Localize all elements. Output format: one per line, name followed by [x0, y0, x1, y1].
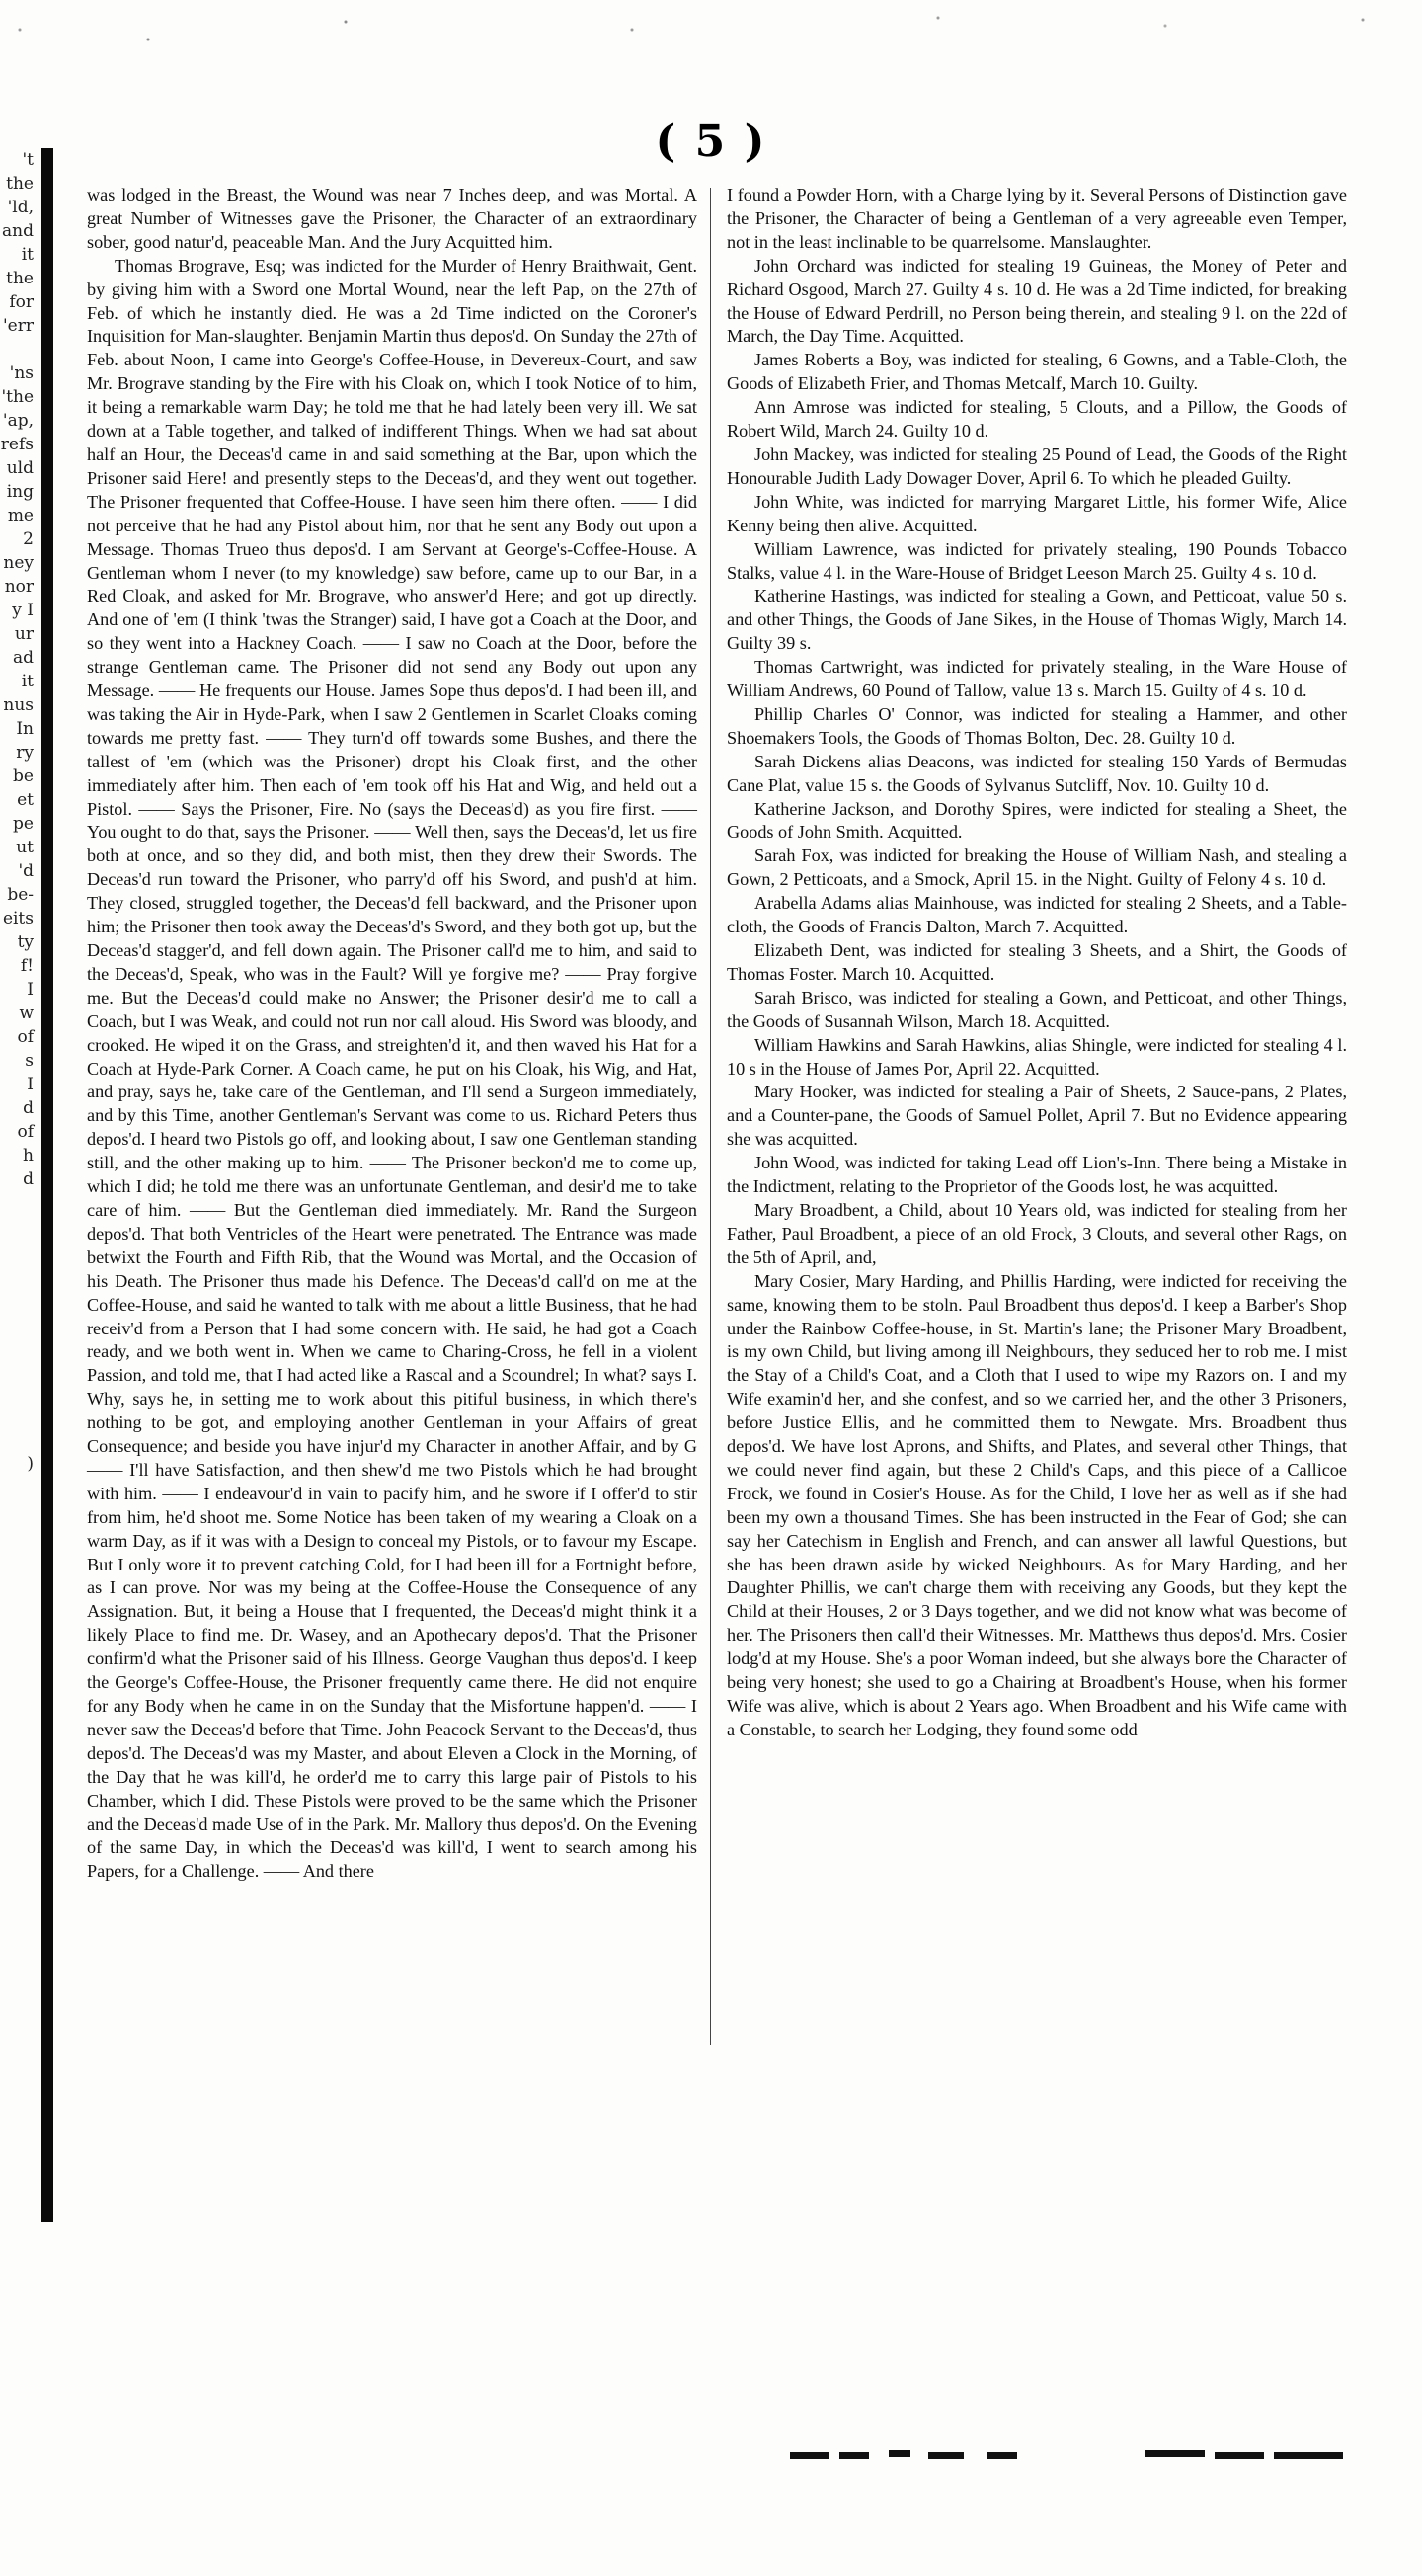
- margin-fragment: ): [27, 1454, 34, 1474]
- ink-mark: [790, 2452, 830, 2459]
- margin-fragment: 'ld,: [7, 198, 34, 217]
- margin-fragment: [0, 1405, 34, 1428]
- margin-fragment: of: [17, 1027, 34, 1047]
- margin-fragment: ney: [3, 553, 34, 573]
- ink-mark: [988, 2452, 1017, 2459]
- margin-fragment: et: [17, 790, 34, 810]
- case-entry: Katherine Hastings, was indicted for stealing a Gown, and Petticoat, value 50 s. and other Things, the Goods of Jane Sikes, in the House of Thomas Wigly, March 14. Guilty 39 s.: [727, 586, 1347, 654]
- case-entry: Mary Broadbent, a Child, about 10 Years old, was indicted for stealing from her Father, Paul Broadbent, a piece of an old Frock, 3 Clouts, and several other Rags, on the 5th of April, and,: [727, 1199, 1347, 1267]
- margin-fragment: be-: [7, 885, 34, 905]
- margin-fragment: ad: [12, 648, 34, 668]
- margin-fragment: nor: [4, 577, 34, 597]
- margin-fragment: me: [7, 506, 34, 525]
- margin-fragment: w: [19, 1004, 34, 1023]
- case-entry: Mary Cosier, Mary Harding, and Phillis Harding, were indicted for receiving the same, knowing them to be stoln. Paul Broadbent thus depos'd. I keep a Barber's Shop under the Rainbow Coffee-house, in St. Martin's lane; the Prisoner Mary Broadbent, is my own Child, but living among ill Neighbours, they seduced her to rob me. I mist the Stay of a Child's Coat, and a Cloth that I used to wipe my Razors on. I and my Wife examin'd her, and she confest, and so we carried her, and the other 3 Prisoners, before Justice Ellis, and he committed them to Newgate. Mrs. Broadbent thus depos'd. We have lost Aprons, and Shifts, and Plates, and several other Things, that we could never find again, but these 2 Child's Caps, and this piece of a Callicoe Frock, we found in Cosier's House. As for the Child, I love her as well as if she had been my own a thousand Times. She has been instructed in the Fear of God; she can say her Catechism in English and French, and can answer all lawful Questions, but she has been drawn aside by wicked Neighbours. As for Mary Harding, and her Daughter Phillis, we can't charge them with receiving any Goods, but they kept the Child at their Houses, 2 or 3 Days together, and we did not know what was become of her. The Prisoners then call'd their Witnesses. Mr. Matthews thus depos'd. Mrs. Cosier lodg'd at my House. She's a poor Woman indeed, but she always bore the Character of being very honest; she used to go a Chairing at Broadbent's House, when his former Wife was alive, which is about 2 Years ago. When Broadbent and his Wife came with a Constable, to search her Lodging, they found some odd: [727, 1270, 1347, 1739]
- case-entry: John Orchard was indicted for stealing 19 Guineas, the Money of Peter and Richard Osgood, March 27. Guilty 4 s. 10 d. He was a 2d Time indicted, for breaking the House of Edward Perdrill, no Person being therein, and stealing 9 l. on the 22d of March, the Day Time. Acquitted.: [727, 255, 1347, 347]
- margin-fragment: it: [21, 245, 34, 265]
- case-entry: Katherine Jackson, and Dorothy Spires, were indicted for stealing a Sheet, the Goods of John Smith. Acquitted.: [727, 798, 1347, 843]
- margin-fragment: I: [27, 1075, 34, 1094]
- case-entry: John White, was indicted for marrying Margaret Little, his former Wife, Alice Kenny being then alive. Acquitted.: [727, 491, 1347, 535]
- case-entry: Sarah Brisco, was indicted for stealing a Gown, and Petticoat, and other Things, the Goods of Susannah Wilson, March 18. Acquitted.: [727, 987, 1347, 1031]
- margin-fragment: [0, 1381, 34, 1405]
- margin-fragment: [0, 1262, 34, 1286]
- margin-fragment: eits: [2, 909, 34, 928]
- case-entry: I found a Powder Horn, with a Charge lying by it. Several Persons of Distinction gave the Prisoner, the Character of being a Gentleman of a very agreeable even Temper, not in the least inclinable to be quarrelsome. Manslaughter.: [727, 185, 1347, 252]
- margin-fragment: 'd: [18, 861, 34, 881]
- case-entry: Phillip Charles O' Connor, was indicted for stealing a Hammer, and other Shoemakers Tools, the Goods of Thomas Bolton, Dec. 28. Guilty 10 d.: [727, 703, 1347, 748]
- margin-fragment: and: [2, 221, 34, 241]
- case-entry: Sarah Fox, was indicted for breaking the House of William Nash, and stealing a Gown, 2 Petticoats, and a Smock, April 15. in the Night. Guilty of Felony 4 s. 10 d.: [727, 845, 1347, 890]
- ink-mark: [1215, 2452, 1264, 2459]
- case-entry: Elizabeth Dent, was indicted for stealing 3 Sheets, and a Shirt, the Goods of Thomas Foster. March 10. Acquitted.: [727, 940, 1347, 984]
- case-entry: John Wood, was indicted for taking Lead off Lion's-Inn. There being a Mistake in the Indictment, relating to the Proprietor of the Goods lost, he was acquitted.: [727, 1153, 1347, 1197]
- margin-fragment: 'err: [3, 316, 34, 336]
- margin-fragment: it: [21, 672, 34, 691]
- margin-fragment: [0, 1191, 34, 1215]
- margin-fragment: [0, 1357, 34, 1381]
- ink-mark: [839, 2452, 869, 2459]
- margin-fragment: y I: [12, 601, 34, 620]
- left-column-brograve-trial: Thomas Brograve, Esq; was indicted for the Murder of Henry Braithwait, Gent. by giving him with a Sword one Mortal Wound, near the left Pap, on the 27th of Feb. of which he instantly died. He was a 2d Time indicted on the Coroner's Inquisition for Man-slaughter. Benjamin Martin thus depos'd. On Sunday the 27th of Feb. about Noon, I came into George's Coffee-House, in Devereux-Court, and saw Mr. Brograve standing by the Fire with his Cloak on, which I took Notice of to him, it being a remarkable warm Day; he told me that he had lately been very ill. We sat down at a Table together, and talked of indifferent Things. When we had sat about half an Hour, the Deceas'd came in and said something at the Bar, upon which the Prisoner said Here! and presently steps to the Deceas'd, and they went out together. The Prisoner frequented that Coffee-House. I have seen him there often. —— I did not perceive that he had any Pistol about him, nor that he sent any Body out upon a Message. Thomas Trueo thus depos'd. I am Servant at George's-Coffee-House. A Gentleman whom I never (to my knowledge) saw before, came up to our Bar, in a Red Cloak, and asked for Mr. Brograve, who answer'd Here; and got up directly. And one of 'em (I think 'twas the Stranger) said, I have got a Coach at the Door, and so they went into a Hackney Coach. —— I saw no Coach at the Door, before the strange Gentleman came. The Prisoner did not send any Body out upon any Message. —— He frequents our House. James Sope thus depos'd. I had been ill, and was taking the Air in Hyde-Park, when I saw 2 Gentlemen in Scarlet Cloaks coming towards me pretty fast. —— They turn'd off towards some Bushes, and there the tallest of 'em (which was the Prisoner) dropt his Cloak first, and the other immediately after him. Then each of 'em took off his Hat and Wig, and held out a Pistol. —— Says the Prisoner, Fire. No (says the Deceas'd) as you fire first. —— You ought to do that, says the Prisoner. —— Well then, says the Deceas'd, let us fire both at once, and so they did, and both mist, then they drew their Swords. The Deceas'd run toward the Prisoner, who parry'd off his Sword, and push'd at him. They closed, struggled together, the Deceas'd fell backward, and the Prisoner upon him; the Prisoner then took away the Deceas'd's Sword, and they both got up, but the Deceas'd stagger'd, and fell down again. The Prisoner call'd me to him, and said to the Deceas'd, Speak, who was in the Fault? Will ye forgive me? —— Pray forgive me. But the Deceas'd could make no Answer; the Prisoner desir'd me to call a Coach, but I was Weak, and could not run nor call aloud. His Sword was bloody, and crooked. He wiped it on the Grass, and streighten'd it, and then waved his Hat for a Coach at Hyde-Park Corner. A Coach came, he put on his Cloak, his Wig, and Hat, and pray, says he, take care of the Gentleman, and I'll send a Surgeon immediately, and by this Time, another Gentleman's Servant was come to us. Richard Peters thus depos'd. I heard two Pistols go off, and looking about, I saw one Gentleman standing still, and the other making up to him. —— The Prisoner beckon'd me to come up, which I did; he told me there was an unfortunate Gentleman, and desir'd me to take care of him. —— But the Gentleman died immediately. Mr. Rand the Surgeon depos'd. That both Ventricles of the Heart were penetrated. The Entrance was made betwixt the Fourth and Fifth Rib, that the Wound was Mortal, and the Occasion of his Death. The Prisoner thus made his Defence. The Deceas'd call'd on me at the Coffee-House, and said he wanted to talk with me about a little Business, that he had receiv'd from a Person that I had some concern with. He said, he had got a Coach ready, and we both went in. When we came to Charing-Cross, he fell in a violent Passion, and told me, that I had acted like a Rascal and a Scoundrel; In what? says I. Why, says he, in setting me to work about this pitiful business, in which there's nothing to be got, and employing another Gentleman in your Affairs of great Consequence; and beside you have injur'd my Character in another Affair, and by G—— I'll have Satisfaction, and then shew'd me two Pistols which he had brought with him. —— I endeavour'd in vain to pacify him, and he swore if I offer'd to stir from him, he'd shoot me. Some Notice has been taken of my wearing a Cloak on a warm Day, as if it was with a Design to conceal my Pistols, or to favour my Escape. But I only wore it to prevent catching Cold, for I had been ill for a Fortnight before, as I can prove. Nor was my being at the Coffee-House the Consequence of any Assignation. But, it being a House that I frequented, the Deceas'd might think it a likely Place to find me. Dr. Wasey, and an Apothecary depos'd. That the Prisoner confirm'd what the Prisoner said of his Illness. George Vaughan thus depos'd. I keep the George's Coffee-House, the Prisoner frequently came there. He did not enquire for any Body when he came in on the Sunday that the Misfortune happen'd. —— I never saw the Deceas'd before that Time. John Peacock Servant to the Deceas'd, thus depos'd. The Deceas'd was my Master, and about Eleven a Clock in the Morning, of the Day that he was kill'd, he order'd me to carry this large pair of Pistols to his Chamber, which I did. These Pistols were proved to be the same which the Prisoner and the Deceas'd made Use of in the Park. Mr. Mallory thus depos'd. On the Evening of the same Day, in which the Deceas'd was kill'd, I went to search among his Papers, for a Challenge. —— And there: [87, 255, 697, 1882]
- case-entry: William Hawkins and Sarah Hawkins, alias Shingle, were indicted for stealing 4 l. 10 s in the House of James Por, April 22. Acquitted.: [727, 1034, 1347, 1079]
- margin-fragment: nus: [3, 695, 34, 715]
- margin-fragment: s: [25, 1051, 34, 1071]
- margin-fragment: 2: [23, 529, 34, 549]
- margin-fragment: 'ap,: [2, 411, 34, 431]
- case-entry: John Mackey, was indicted for stealing 25 Pound of Lead, the Goods of the Right Honourable Judith Lady Dowager Dover, April 6. To which he pleaded Guilty.: [727, 443, 1347, 488]
- margin-fragment: f!: [20, 956, 34, 976]
- margin-fragment: ry: [16, 743, 34, 763]
- left-margin-fragments: [0, 148, 38, 2222]
- margin-fragment: In: [16, 719, 34, 739]
- case-entry: Ann Amrose was indicted for stealing, 5 Clouts, and a Pillow, the Goods of Robert Wild, March 24. Guilty 10 d.: [727, 397, 1347, 442]
- column-divider: [710, 188, 711, 2045]
- ink-mark: [1274, 2452, 1343, 2459]
- margin-fragment: [0, 1310, 34, 1333]
- margin-fragment: [0, 338, 34, 362]
- margin-fragment: 'the: [1, 387, 34, 407]
- case-entry: James Roberts a Boy, was indicted for stealing, 6 Gowns, and a Table-Cloth, the Goods of Elizabeth Frier, and Thomas Metcalf, March 10. Guilty.: [727, 350, 1347, 394]
- margin-fragment: 'ns: [9, 363, 34, 383]
- bottom-edge-marks: [0, 2440, 1422, 2469]
- margin-fragment: [0, 1239, 34, 1262]
- margin-fragment: 't: [22, 150, 34, 170]
- page-top-edge: [0, 0, 1422, 109]
- margin-fragment: [0, 1286, 34, 1310]
- case-entry: Thomas Cartwright, was indicted for privately stealing, in the Ware House of William Andrews, 60 Pound of Tallow, value 13 s. March 15. Guilty of 4 s. 10 d.: [727, 657, 1347, 701]
- margin-fragment: h: [23, 1146, 34, 1166]
- case-entry: Arabella Adams alias Mainhouse, was indicted for stealing 2 Sheets, and a Table-cloth, the Goods of Francis Dalton, March 7. Acquitted.: [727, 893, 1347, 937]
- margin-fragment: d: [23, 1098, 34, 1118]
- binding-shadow: [41, 148, 53, 2222]
- margin-fragment: uld: [6, 458, 34, 478]
- margin-fragment: refs: [0, 435, 34, 454]
- margin-fragment: of: [17, 1122, 34, 1142]
- margin-fragment: ur: [14, 624, 34, 644]
- ink-mark: [1146, 2450, 1205, 2457]
- case-entry: William Lawrence, was indicted for privately stealing, 190 Pounds Tobacco Stalks, value 4 l. in the Ware-House of Bridget Leeson March 25. Guilty 4 s. 10 d.: [727, 538, 1347, 583]
- margin-fragment: the: [6, 174, 34, 194]
- case-entry: Sarah Dickens alias Deacons, was indicted for stealing 150 Yards of Bermudas Cane Plat, value 15 s. the Goods of Sylvanus Sutcliff, Nov. 10. Guilty 10 d.: [727, 751, 1347, 795]
- margin-fragment: for: [9, 292, 34, 312]
- left-column-opening-paragraph: was lodged in the Breast, the Wound was near 7 Inches deep, and was Mortal. A great Number of Witnesses gave the Prisoner, the Character of an extraordinary sober, good natur'd, peaceable Man. And the Jury Acquitted him.: [87, 185, 697, 252]
- margin-fragment: I: [27, 980, 34, 1000]
- margin-fragment: the: [6, 269, 34, 288]
- margin-fragment: be: [13, 766, 34, 786]
- case-entry: Mary Hooker, was indicted for stealing a Pair of Sheets, 2 Sauce-pans, 2 Plates, and a Counter-pane, the Goods of Samuel Pollet, April 7. But no Evidence appearing she was acquitted.: [727, 1082, 1347, 1150]
- right-column: [727, 184, 1347, 1742]
- margin-fragment: [0, 1333, 34, 1357]
- margin-fragment: ut: [16, 838, 34, 857]
- margin-fragment: [0, 1428, 34, 1452]
- ink-mark: [889, 2450, 910, 2457]
- margin-fragment: d: [23, 1169, 34, 1189]
- left-column: [87, 184, 697, 1884]
- margin-fragment: [0, 1215, 34, 1239]
- ink-mark: [928, 2452, 964, 2459]
- margin-fragment: ty: [17, 932, 34, 952]
- margin-fragment: ing: [6, 482, 34, 502]
- margin-fragment: pe: [13, 814, 34, 834]
- page-number: ( 5 ): [655, 117, 767, 167]
